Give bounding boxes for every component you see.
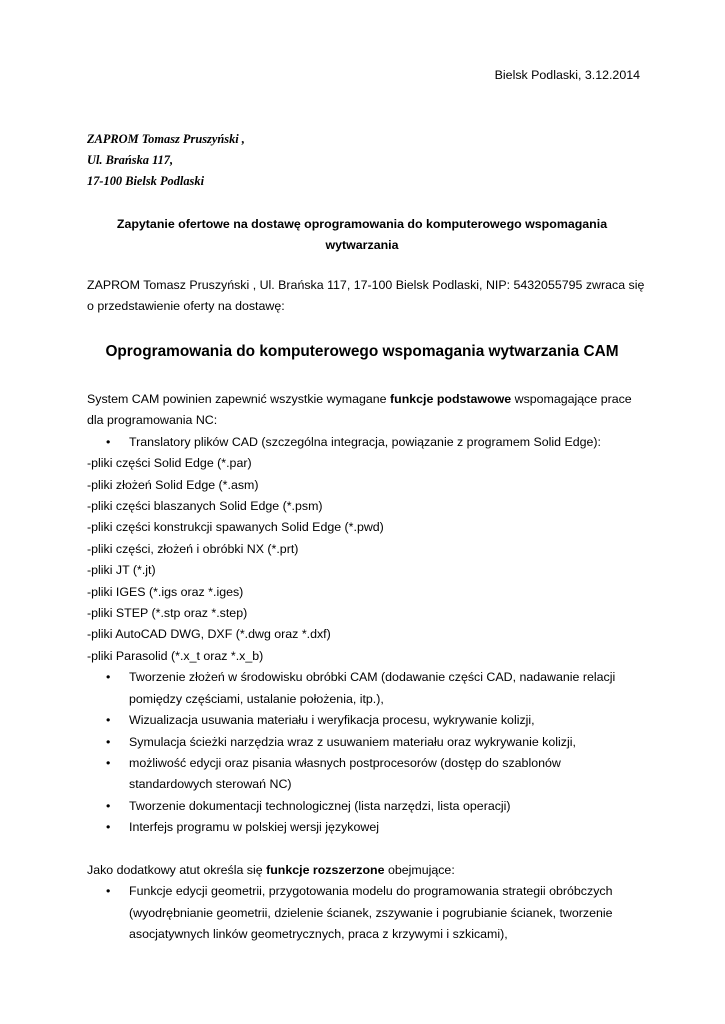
bullet-item-cad-translators: [87, 432, 647, 453]
file-type-line: -pliki IGES (*.igs oraz *.iges): [87, 584, 244, 599]
bold-text-run: funkcje rozszerzone: [266, 862, 385, 877]
bullet-text: Funkcje edycji geometrii, przygotowania modelu do programowania strategii obróbczych: [129, 884, 613, 899]
bullet-text: pomiędzy częściami, ustalanie położenia, itp.),: [129, 691, 384, 706]
bullet-dot-icon: •: [106, 820, 111, 835]
basic-functions-intro: [87, 389, 647, 410]
file-type-line: -pliki części, złożeń i obróbki NX (*.prt): [87, 541, 299, 556]
file-type-list: [87, 453, 647, 667]
bullet-item: [87, 817, 647, 838]
bullet-dot-icon: •: [106, 434, 111, 449]
bullet-dot-icon: •: [106, 884, 111, 899]
file-type-line: -pliki złożeń Solid Edge (*.asm): [87, 477, 259, 492]
file-type-line: -pliki części blaszanych Solid Edge (*.psm): [87, 499, 323, 514]
file-type-line: -pliki JT (*.jt): [87, 563, 156, 578]
paragraph-gap: [87, 839, 647, 860]
section-heading: Oprogramowania do komputerowego wspomagania wytwarzania CAM: [105, 343, 619, 360]
basic-functions-intro-line2: dla programowania NC:: [87, 413, 218, 428]
bullet-text: Wizualizacja usuwania materiału i weryfikacja procesu, wykrywanie kolizji,: [129, 713, 535, 728]
text-run: Jako dodatkowy atut określa się: [87, 862, 267, 877]
bullet-dot-icon: •: [106, 798, 111, 813]
intro-paragraph: [87, 275, 643, 317]
bullet-item: [87, 710, 647, 731]
file-type-line: -pliki części konstrukcji spawanych Solid Edge (*.pwd): [87, 520, 384, 535]
bullet-dot-icon: •: [106, 713, 111, 728]
file-type-line: -pliki AutoCAD DWG, DXF (*.dwg oraz *.dxf): [87, 627, 331, 642]
address-line: Ul. Brańska 117,: [87, 153, 174, 167]
bullet-item: [87, 732, 647, 753]
requirements-body: [87, 389, 647, 946]
text-run: wspomagające prace: [511, 392, 632, 406]
intro-line: o przedstawienie oferty na dostawę:: [87, 299, 285, 313]
text-run: System CAM powinien zapewnić wszystkie wymagane: [87, 392, 390, 406]
bullet-item-extended: [87, 881, 647, 945]
bullet-text: Translatory plików CAD (szczególna integracja, powiązanie z programem Solid Edge):: [129, 434, 601, 449]
subject-line: wytwarzania: [325, 238, 399, 252]
file-type-line: -pliki części Solid Edge (*.par): [87, 456, 252, 471]
address-line: 17-100 Bielsk Podlaski: [87, 174, 205, 188]
bullet-dot-icon: •: [106, 755, 111, 770]
bullet-item: [87, 796, 647, 817]
bullet-item: [87, 667, 647, 710]
bullet-text: Tworzenie złożeń w środowisku obróbki CAM (dodawanie części CAD, nadawanie relacji: [129, 670, 616, 685]
subject-title: [87, 214, 637, 256]
file-type-line: -pliki STEP (*.stp oraz *.step): [87, 606, 248, 621]
address-line: ZAPROM Tomasz Pruszyński ,: [87, 132, 245, 146]
bullet-dot-icon: •: [106, 670, 111, 685]
intro-line: ZAPROM Tomasz Pruszyński , Ul. Brańska 117, 17-100 Bielsk Podlaski, NIP: 5432055795 zwraca się: [87, 278, 645, 292]
bold-text-run: funkcje podstawowe: [390, 392, 512, 406]
bullet-text: Symulacja ścieżki narzędzia wraz z usuwaniem materiału oraz wykrywanie kolizji,: [129, 734, 576, 749]
bullet-dot-icon: •: [106, 734, 111, 749]
extended-functions-intro: [87, 860, 647, 881]
recipient-address: [87, 129, 245, 192]
subject-line: Zapytanie ofertowe na dostawę oprogramowania do komputerowego wspomagania: [116, 217, 608, 231]
bullet-text: standardowych sterowań NC): [129, 777, 292, 792]
bullet-text: Tworzenie dokumentacji technologicznej (lista narzędzi, lista operacji): [129, 798, 511, 813]
bullet-text: asocjatywnych linków geometrycznych, praca z krzywymi i szkicami),: [129, 927, 508, 942]
bullet-text: możliwość edycji oraz pisania własnych postprocesorów (dostęp do szablonów: [129, 755, 561, 770]
bullet-item: [87, 753, 647, 796]
bullet-text: (wyodrębnianie geometrii, dzielenie ścianek, zszywanie i pogrubianie ścianek, tworzenie: [129, 905, 613, 920]
file-type-line: -pliki Parasolid (*.x_t oraz *.x_b): [87, 648, 264, 663]
document-date: Bielsk Podlaski, 3.12.2014: [494, 68, 640, 82]
text-run: obejmujące:: [384, 862, 455, 877]
bullet-text: Interfejs programu w polskiej wersji językowej: [129, 820, 379, 835]
